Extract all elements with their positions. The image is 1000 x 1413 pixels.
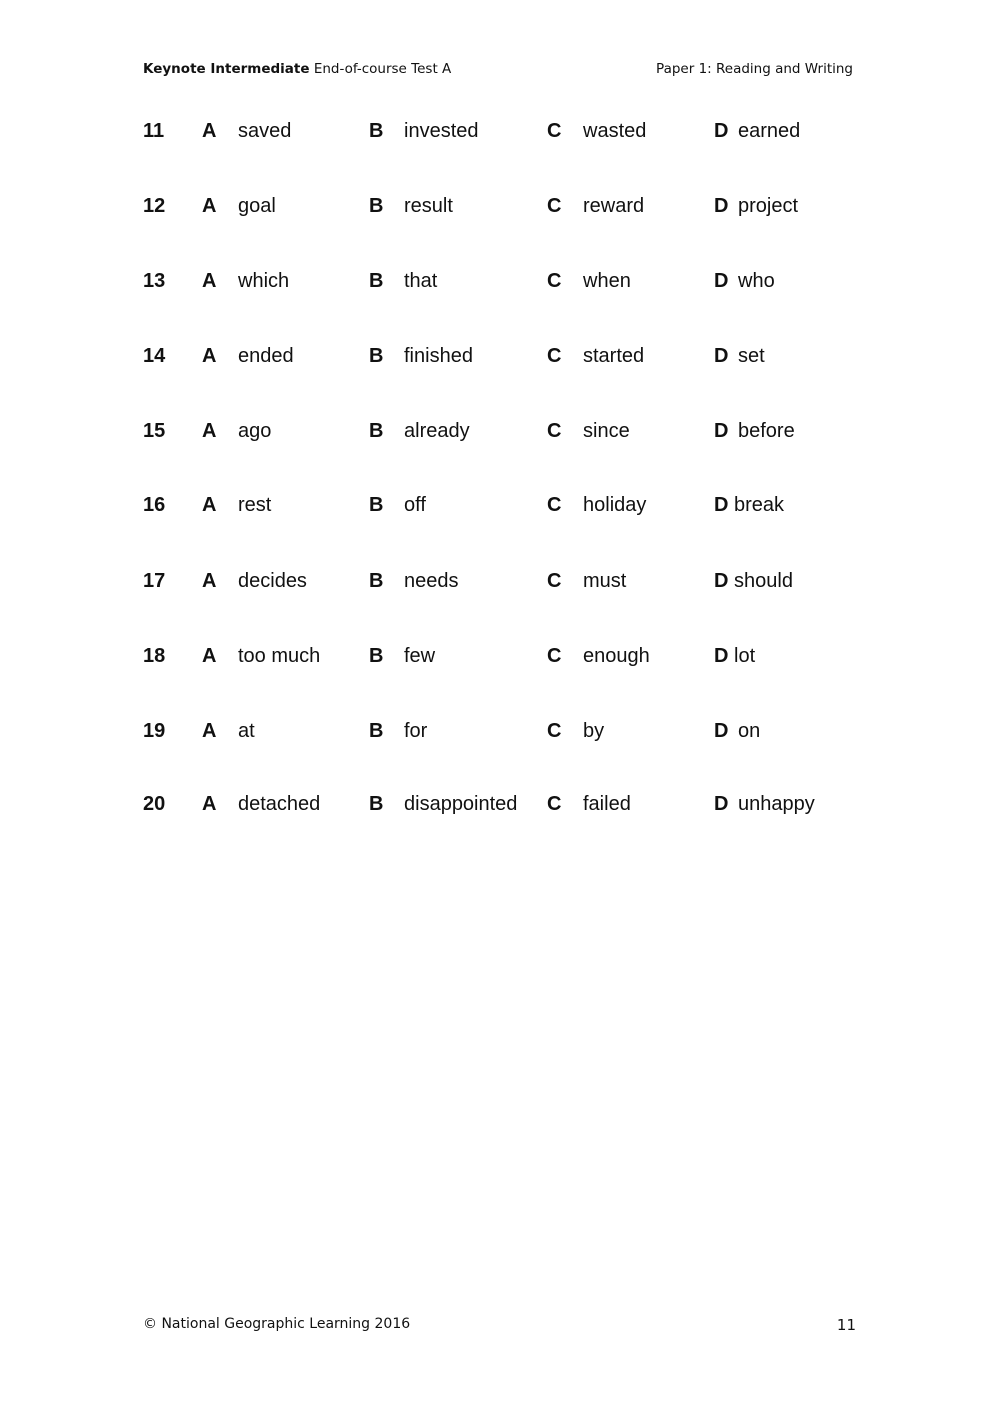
option-a-letter: A bbox=[202, 793, 217, 815]
question-number: 18 bbox=[143, 645, 166, 667]
option-d-text: project bbox=[738, 195, 799, 217]
option-c-text: reward bbox=[583, 195, 645, 217]
option-c-letter: C bbox=[547, 345, 562, 367]
option-b-letter: B bbox=[369, 793, 384, 815]
option-b-text: off bbox=[404, 494, 426, 516]
option-a-text: rest bbox=[238, 494, 272, 516]
course-name: Keynote Intermediate bbox=[143, 61, 310, 77]
question-number: 19 bbox=[143, 720, 166, 742]
option-c-text: when bbox=[583, 270, 631, 292]
option-d-letter: D bbox=[714, 720, 729, 742]
option-c-letter: C bbox=[547, 570, 562, 592]
option-b-letter: B bbox=[369, 120, 384, 142]
option-b-text: result bbox=[404, 195, 453, 217]
option-a-text: too much bbox=[238, 645, 321, 667]
option-b-text: finished bbox=[404, 345, 473, 367]
option-b-letter: B bbox=[369, 494, 384, 516]
option-b-text: invested bbox=[404, 120, 479, 142]
option-a-letter: A bbox=[202, 645, 217, 667]
option-d-text: should bbox=[734, 570, 793, 592]
option-d-letter: D bbox=[714, 645, 729, 667]
option-a-letter: A bbox=[202, 345, 217, 367]
option-d-text: earned bbox=[738, 120, 801, 142]
option-a-letter: A bbox=[202, 270, 217, 292]
option-b-letter: B bbox=[369, 195, 384, 217]
question-number: 13 bbox=[143, 270, 166, 292]
option-d-text: set bbox=[738, 345, 765, 367]
option-a-text: ago bbox=[238, 420, 272, 442]
option-d-letter: D bbox=[714, 420, 729, 442]
option-b-text: needs bbox=[404, 570, 459, 592]
option-d-text: on bbox=[738, 720, 761, 742]
page-header bbox=[143, 61, 853, 83]
option-c-letter: C bbox=[547, 645, 562, 667]
option-a-text: ended bbox=[238, 345, 294, 367]
option-d-letter: D bbox=[714, 195, 729, 217]
option-c-letter: C bbox=[547, 494, 562, 516]
question-row bbox=[0, 416, 1000, 446]
option-c-letter: C bbox=[547, 420, 562, 442]
option-b-letter: B bbox=[369, 645, 384, 667]
question-number: 17 bbox=[143, 570, 166, 592]
option-a-text: saved bbox=[238, 120, 292, 142]
option-a-letter: A bbox=[202, 570, 217, 592]
question-row bbox=[0, 341, 1000, 371]
option-c-letter: C bbox=[547, 195, 562, 217]
option-a-text: detached bbox=[238, 793, 321, 815]
question-number: 15 bbox=[143, 420, 166, 442]
option-d-letter: D bbox=[714, 120, 729, 142]
question-row bbox=[0, 266, 1000, 296]
page-number: 11 bbox=[836, 1316, 856, 1334]
option-c-text: wasted bbox=[583, 120, 647, 142]
option-d-text: unhappy bbox=[738, 793, 815, 815]
option-a-text: at bbox=[238, 720, 255, 742]
option-d-letter: D bbox=[714, 570, 729, 592]
option-d-text: lot bbox=[734, 645, 756, 667]
option-b-text: for bbox=[404, 720, 428, 742]
option-d-letter: D bbox=[714, 793, 729, 815]
question-row bbox=[0, 490, 1000, 520]
option-a-letter: A bbox=[202, 720, 217, 742]
option-b-text: already bbox=[404, 420, 470, 442]
option-a-letter: A bbox=[202, 195, 217, 217]
option-b-text: few bbox=[404, 645, 436, 667]
question-number: 11 bbox=[143, 120, 165, 142]
question-row bbox=[0, 116, 1000, 146]
option-d-letter: D bbox=[714, 270, 729, 292]
option-b-letter: B bbox=[369, 570, 384, 592]
option-c-letter: C bbox=[547, 793, 562, 815]
option-c-text: started bbox=[583, 345, 645, 367]
option-a-text: goal bbox=[238, 195, 276, 217]
paper-title: Paper 1: Reading and Writing bbox=[656, 61, 853, 77]
option-a-letter: A bbox=[202, 120, 217, 142]
question-number: 14 bbox=[143, 345, 166, 367]
option-c-letter: C bbox=[547, 270, 562, 292]
option-d-letter: D bbox=[714, 345, 729, 367]
question-row bbox=[0, 716, 1000, 746]
question-number: 16 bbox=[143, 494, 166, 516]
option-c-text: enough bbox=[583, 645, 650, 667]
question-number: 12 bbox=[143, 195, 166, 217]
option-d-text: before bbox=[738, 420, 795, 442]
question-row bbox=[0, 191, 1000, 221]
option-b-text: disappointed bbox=[404, 793, 518, 815]
option-b-letter: B bbox=[369, 420, 384, 442]
option-a-letter: A bbox=[202, 494, 217, 516]
option-d-text: break bbox=[734, 494, 785, 516]
question-row bbox=[0, 641, 1000, 671]
option-c-text: by bbox=[583, 720, 605, 742]
option-c-letter: C bbox=[547, 120, 562, 142]
option-b-text: that bbox=[404, 270, 438, 292]
question-number: 20 bbox=[143, 793, 166, 815]
test-name: End-of-course Test A bbox=[313, 61, 452, 77]
option-c-text: holiday bbox=[583, 494, 647, 516]
option-a-letter: A bbox=[202, 420, 217, 442]
option-b-letter: B bbox=[369, 345, 384, 367]
option-c-text: failed bbox=[583, 793, 631, 815]
question-row bbox=[0, 566, 1000, 596]
course-title bbox=[143, 61, 451, 77]
option-a-text: decides bbox=[238, 570, 307, 592]
option-b-letter: B bbox=[369, 720, 384, 742]
option-d-text: who bbox=[738, 270, 775, 292]
option-b-letter: B bbox=[369, 270, 384, 292]
option-c-letter: C bbox=[547, 720, 562, 742]
page-footer bbox=[143, 1316, 856, 1338]
copyright-notice: © National Geographic Learning 2016 bbox=[143, 1316, 411, 1332]
question-row bbox=[0, 789, 1000, 819]
option-a-text: which bbox=[238, 270, 290, 292]
option-d-letter: D bbox=[714, 494, 729, 516]
option-c-text: since bbox=[583, 420, 630, 442]
option-c-text: must bbox=[583, 570, 627, 592]
